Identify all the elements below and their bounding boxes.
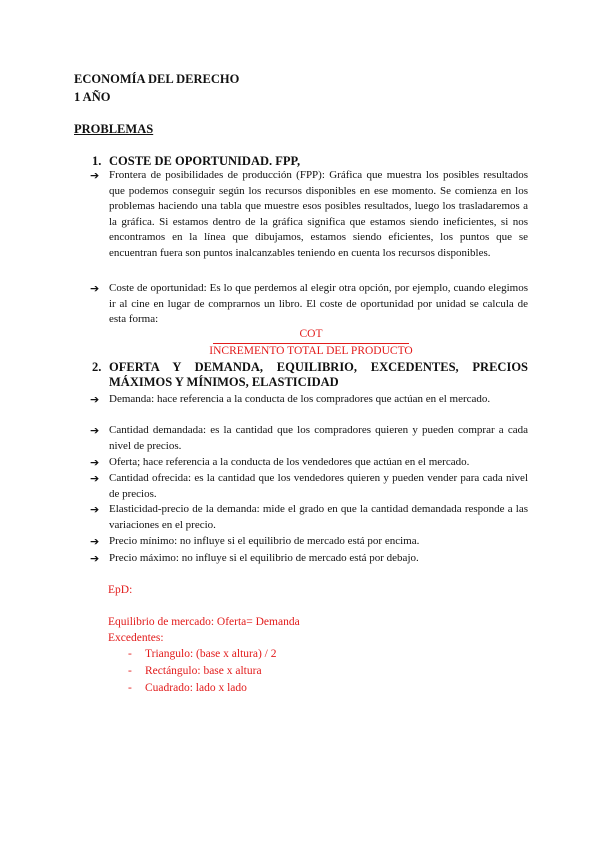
formula-numerator: COT — [299, 328, 323, 340]
bullet-price-elasticity — [90, 502, 528, 533]
arrow-bullet-icon: ➔ — [90, 169, 100, 182]
arrow-bullet-icon: ➔ — [90, 552, 100, 565]
surpluses-note: Excedentes: — [108, 632, 164, 644]
list-item-text: Triangulo: (base x altura) / 2 — [145, 648, 277, 660]
bullet-text: Demanda: hace referencia a la conducta de los compradores que actúan en el mercado. — [109, 393, 491, 405]
course-year: 1 AÑO — [74, 90, 111, 104]
arrow-bullet-icon: ➔ — [90, 472, 100, 485]
section-2-heading — [92, 360, 528, 390]
bullet-opportunity-cost — [90, 281, 528, 328]
arrow-bullet-icon: ➔ — [90, 282, 100, 295]
section-number: 1. — [92, 154, 102, 168]
formula-denominator: INCREMENTO TOTAL DEL PRODUCTO — [209, 345, 413, 357]
dash-marker: - — [128, 648, 132, 660]
section-1-heading — [92, 154, 528, 169]
bullet-quantity-demanded — [90, 423, 528, 454]
list-item-text: Cuadrado: lado x lado — [145, 682, 247, 694]
bullet-text: Precio máximo: no influye si el equilibrio de mercado está por debajo. — [109, 552, 419, 564]
bullet-text: Oferta; hace referencia a la conducta de los vendedores que actúan en el mercado. — [109, 456, 470, 468]
arrow-bullet-icon: ➔ — [90, 424, 100, 437]
formula-fraction-line — [213, 343, 409, 344]
section-number: 2. — [92, 360, 102, 374]
bullet-text: Frontera de posibilidades de producción (FPP): Gráfica que muestra los posibles resultados que podemos conseguir según los recursos disponibles en ese momento. Se comienza en los problemas haciendo una tabla que muestre esos posibles resultados, luego los trasladaremos a la gráfica. Si estamos dentro de la gráfica significa que estamos siendo ineficientes, si nos encontramos en la línea que dibujamos, estamos siendo eficientes, los puntos que se encuentran fuera son puntos inalcanzables teniendo en cuenta los recursos disponibles. — [109, 169, 528, 259]
dash-marker: - — [128, 665, 132, 677]
bullet-text: Elasticidad-precio de la demanda: mide el grado en que la cantidad demandada responde a las variaciones en el precio. — [109, 503, 528, 531]
list-item-text: Rectángulo: base x altura — [145, 665, 262, 677]
epd-note: EpD: — [108, 584, 133, 596]
bullet-text: Cantidad demandada: es la cantidad que los compradores quieren y pueden comprar a cada nivel de precios. — [109, 424, 528, 452]
course-title: ECONOMÍA DEL DERECHO — [74, 72, 240, 86]
arrow-bullet-icon: ➔ — [90, 393, 100, 406]
bullet-demand — [90, 392, 528, 408]
dash-marker: - — [128, 682, 132, 694]
equilibrium-note: Equilibrio de mercado: Oferta= Demanda — [108, 616, 300, 628]
bullet-supply — [90, 455, 528, 471]
bullet-text: Precio mínimo: no influye si el equilibrio de mercado está por encima. — [109, 535, 420, 547]
arrow-bullet-icon: ➔ — [90, 456, 100, 469]
bullet-fpp — [90, 168, 528, 261]
bullet-price-floor — [90, 534, 528, 550]
bullet-text: Coste de oportunidad: Es lo que perdemos al elegir otra opción, por ejemplo, cuando elegimos ir al cine en lugar de comprarnos un libro. El coste de oportunidad por unidad se calcula de esta forma: — [109, 282, 528, 325]
section-title: COSTE DE OPORTUNIDAD. FPP, — [109, 154, 301, 168]
bullet-quantity-supplied — [90, 471, 528, 502]
problems-heading: PROBLEMAS — [74, 122, 154, 136]
bullet-text: Cantidad ofrecida: es la cantidad que los vendedores quieren y pueden vender para cada nivel de precios. — [109, 472, 528, 500]
arrow-bullet-icon: ➔ — [90, 503, 100, 516]
section-title: OFERTA Y DEMANDA, EQUILIBRIO, EXCEDENTES, PRECIOS MÁXIMOS Y MÍNIMOS, ELASTICIDAD — [109, 360, 528, 389]
arrow-bullet-icon: ➔ — [90, 535, 100, 548]
bullet-price-ceiling — [90, 551, 528, 567]
